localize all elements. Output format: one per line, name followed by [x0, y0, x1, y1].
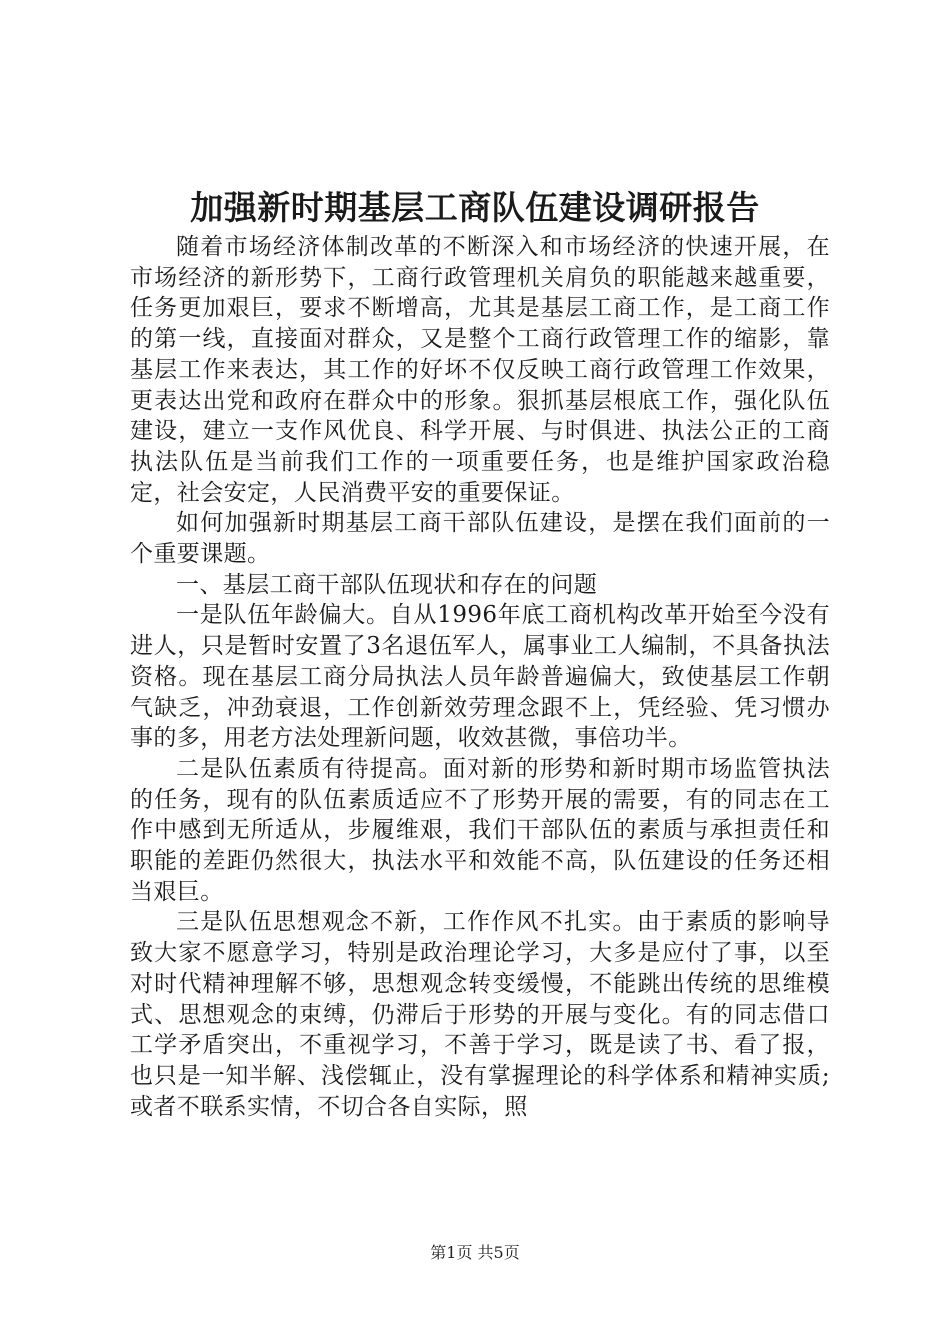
page-number-footer: 第1页 共5页 [430, 1243, 520, 1262]
document-title: 加强新时期基层工商队伍建设调研报告 [190, 188, 760, 227]
paragraph-point-3: 三是队伍思想观念不新，工作作风不扎实。由于素质的影响导致大家不愿意学习，特别是政治理论学习，大多是应付了事，以至对时代精神理解不够，思想观念转变缓慢，不能跳出传统的思维模式、思想观念的束缚，仍滞后于形势的开展与变化。有的同志借口工学矛盾突出，不重视学习，不善于学习，既是读了书、看了报，也只是一知半解、浅偿辄止，没有掌握理论的科学体系和精神实质;或者不联系实情，不切合各自实际，照 [130, 909, 830, 1120]
paragraph-point-2: 二是队伍素质有待提高。面对新的形势和新时期市场监管执法的任务，现有的队伍素质适应不了形势开展的需要，有的同志在工作中感到无所适从，步履维艰，我们干部队伍的素质与承担责任和职能的差距仍然很大，执法水平和效能不高，队伍建设的任务还相当艰巨。 [130, 755, 830, 905]
paragraph-topic: 如何加强新时期基层工商干部队伍建设，是摆在我们面前的一个重要课题。 [130, 510, 830, 568]
section-heading-1: 一、基层工商干部队伍现状和存在的问题 [176, 571, 598, 598]
paragraph-intro: 随着市场经济体制改革的不断深入和市场经济的快速开展，在市场经济的新形势下，工商行政管理机关肩负的职能越来越重要，任务更加艰巨，要求不断增高，尤其是基层工商工作，是工商工作的第一线，直接面对群众，又是整个工商行政管理工作的缩影，靠基层工作来表达，其工作的好坏不仅反映工商行政管理工作效果，更表达出党和政府在群众中的形象。狠抓基层根底工作，强化队伍建设，建立一支作风优良、科学开展、与时俱进、执法公正的工商执法队伍是当前我们工作的一项重要任务，也是维护国家政治稳定，社会安定，人民消费平安的重要保证。 [130, 234, 830, 506]
document-body [130, 232, 830, 1122]
paragraph-point-1: 一是队伍年龄偏大。自从1996年底工商机构改革开始至今没有进人，只是暂时安置了3名退伍军人，属事业工人编制，不具备执法资格。现在基层工商分局执法人员年龄普遍偏大，致使基层工作朝气缺乏，冲劲衰退，工作创新效劳理念跟不上，凭经验、凭习惯办事的多，用老方法处理新问题，收效甚微，事倍功半。 [130, 602, 830, 752]
